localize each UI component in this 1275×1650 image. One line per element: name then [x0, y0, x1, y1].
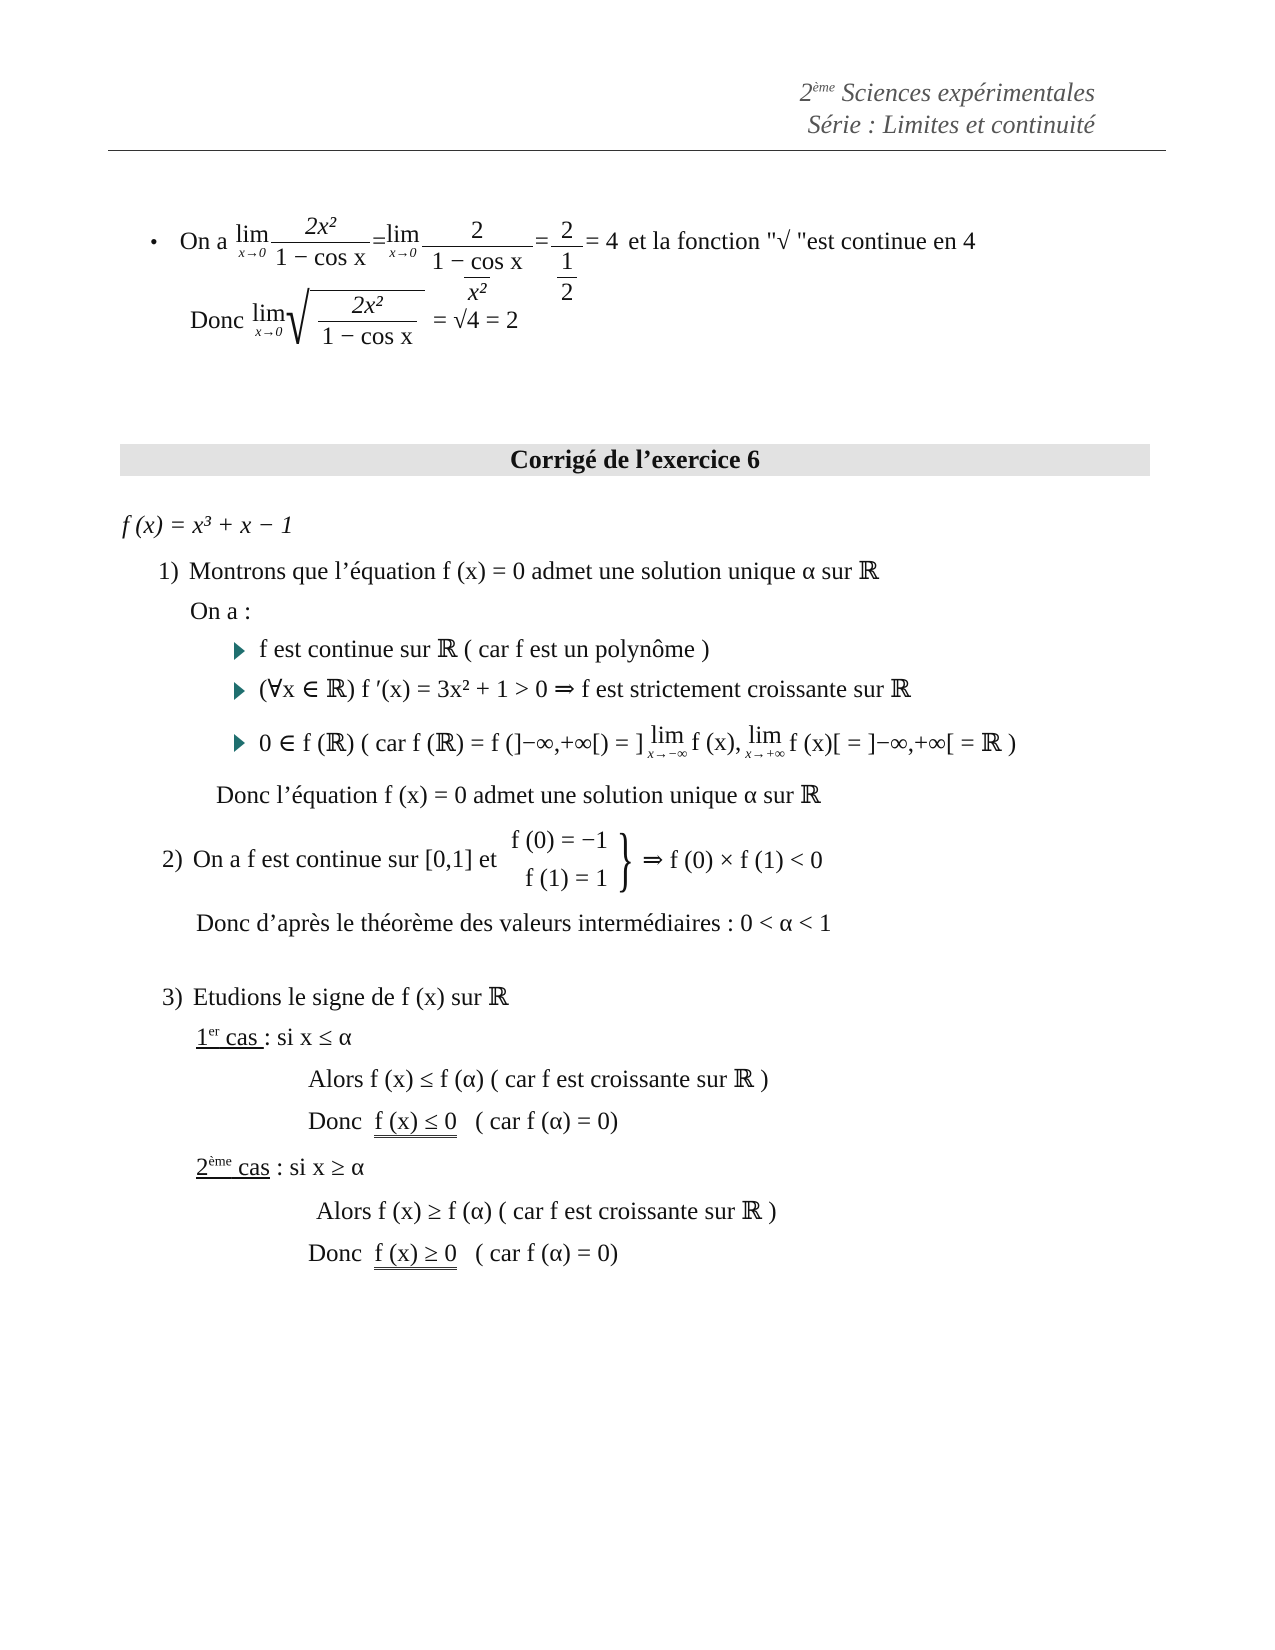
triangle-bullet-icon	[234, 642, 245, 660]
question-2: 2) On a f est continue sur [0,1] et f (0) = −1 f (1) = 1 } ⇒ f (0) × f (1) < 0	[162, 819, 823, 900]
question-3: 3) Etudions le signe de f (x) sur ℝ	[162, 984, 509, 1011]
case-1: 1er cas : si x ≤ α	[196, 1024, 352, 1051]
limit-computation: • On a lim x→0 $\frac{\text{2x²}}{\text{1 − cos x}}$ = lim x→0 $\frac{2}{\frac{\text{1 − cos x}}{\text{x²}}}$ = $\frac{2}{\frac{1}{2}}$ = 4 et la fonction "√ "est continue en 4	[150, 212, 976, 306]
header-series: 2ème Sciences expérimentales	[799, 78, 1095, 107]
q1-bullet-1: f est continue sur ℝ ( car f est un polynôme )	[234, 634, 710, 664]
q2-conclusion: Donc d’après le théorème des valeurs intermédiaires : 0 < α < 1	[196, 910, 832, 937]
triangle-bullet-icon	[234, 734, 245, 752]
q1-on-a: On a :	[190, 598, 252, 625]
q1-bullet-2: (∀x ∈ ℝ) f ′(x) = 3x² + 1 > 0 ⇒ f est strictement croissante sur ℝ	[234, 674, 911, 704]
case-2-alors: Alors f (x) ≥ f (α) ( car f est croissante sur ℝ )	[316, 1198, 777, 1225]
case-1-alors: Alors f (x) ≤ f (α) ( car f est croissante sur ℝ )	[308, 1066, 769, 1093]
triangle-bullet-icon	[234, 682, 245, 700]
limit-conclusion: Donc lim x→0 √ $\frac{\text{2x²}}{\text{1 − cos x}}$ = √4 = 2	[190, 281, 519, 360]
section-title: Corrigé de l’exercice 6	[120, 444, 1150, 476]
bullet: •	[150, 229, 158, 254]
q1-bullet-3: 0 ∈ f (ℝ) ( car f (ℝ) = f (]−∞,+∞[) = ] lim x→−∞ f (x), lim x→+∞ f (x)[ = ]−∞,+∞[ = ℝ )	[234, 724, 1016, 762]
case-2-donc: Donc f (x) ≥ 0 ( car f (α) = 0)	[308, 1240, 618, 1268]
question-1: 1) Montrons que l’équation f (x) = 0 admet une solution unique α sur ℝ	[158, 558, 880, 585]
case-1-donc: Donc f (x) ≤ 0 ( car f (α) = 0)	[308, 1108, 618, 1136]
case-2: 2ème cas : si x ≥ α	[196, 1154, 365, 1181]
header-divider	[108, 150, 1166, 151]
brace-icon: }	[616, 819, 634, 900]
case-1-result: f (x) ≤ 0	[374, 1108, 456, 1138]
function-definition: f (x) = x³ + x − 1	[122, 512, 294, 539]
q1-conclusion: Donc l’équation f (x) = 0 admet une solution unique α sur ℝ	[216, 782, 821, 809]
case-2-result: f (x) ≥ 0	[374, 1240, 456, 1270]
header-title: Série : Limites et continuité	[807, 110, 1095, 139]
